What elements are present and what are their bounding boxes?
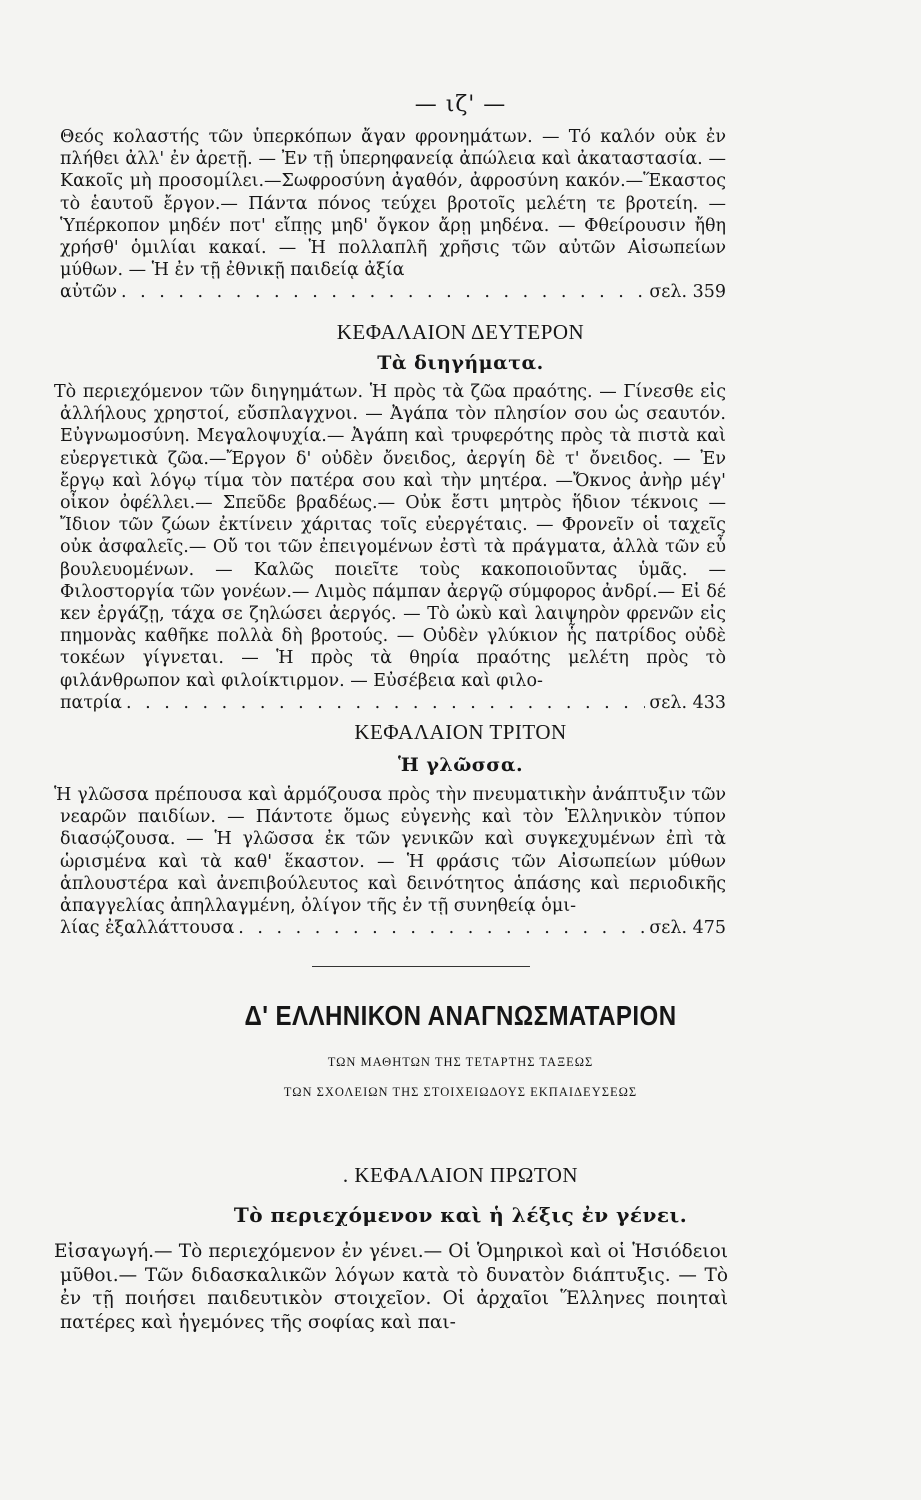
- book-subtitle-line-2: ΤΩΝ ΣΧΟΛΕΙΩΝ ΤΗΣ ΣΤΟΙΧΕΙΩΔΟΥΣ ΕΚΠΑΙΔΕΥΣΕΩΣ: [283, 1085, 638, 1099]
- toc-entry-third: [54, 784, 726, 939]
- chapter-subtitle-third: Ἡ γλῶσσα.: [397, 754, 524, 776]
- book-subtitle-line-1: ΤΩΝ ΜΑΘΗΤΩΝ ΤΗΣ ΤΕΤΑΡΤΗΣ ΤΑΞΕΩΣ: [327, 1055, 594, 1069]
- toc-entry-first: [54, 1240, 728, 1334]
- toc-paragraph: Θεός κολαστής τῶν ὑπερκόπων ἄγαν φρονημάτων. — Τό καλόν οὐκ ἐν πλήθει ἀλλ' ἐν ἀρετῇ. — Ἐν τῇ ὑπερηφανείᾳ ἀπώλεια καὶ ἀκαταστασία. — Κακοῖς μὴ προσομίλει.—Σωφροσύνη ἀγαθόν, ἀφροσύνη κακόν.—Ἕκαστος τὸ ἑαυτοῦ ἔργον.— Πάντα πόνος τεύχει βροτοῖς μελέτη τε βροτείη. — Ὑπέρκοπον μηδέν ποτ' εἴπῃς μηδ' ὄγκον ἄρῃ μηδένα. — Φθείρουσιν ἤθη χρήσθ' ὁμιλίαι κακαί. — Ἡ πολλαπλῆ χρῆσις τῶν αὐτῶν Αἰσωπείων μύθων. — Ἡ ἐν τῇ ἐθνικῇ παιδείᾳ ἀξία: [60, 127, 726, 281]
- chapter-heading-second: ΚΕΦΑΛΑΙΟΝ ΔΕΥΤΕΡΟΝ: [336, 320, 585, 344]
- chapter-heading-first: . ΚΕΦΑΛΑΙΟΝ ΠΡΩΤΟΝ: [342, 1163, 579, 1187]
- toc-tail-text: λίας ἐξαλλάττουσα: [60, 918, 235, 939]
- page-reference: σελ. 359: [649, 282, 726, 303]
- dot-leader: [126, 692, 645, 714]
- chapter-subtitle-first: Τὸ περιεχόμενον καὶ ἡ λέξις ἐν γένει.: [233, 1203, 688, 1227]
- toc-entry-line: [60, 917, 726, 939]
- page-number: — ιζ' —: [414, 92, 507, 117]
- toc-paragraph: Τὸ περιεχόμενον τῶν διηγημάτων. Ἡ πρὸς τὰ ζῶα πραότης. — Γίνεσθε εἰς ἀλλήλους χρηστοί, εὔσπλαγχνοι. — Ἀγάπα τὸν πλησίον σου ὡς σεαυτόν. Εὐγνωμοσύνη. Μεγαλοψυχία.— Ἀγάπη καὶ τρυφερότης πρὸς τὰ πιστὰ καὶ εὐεργετικὰ ζῶα.—Ἔργον δ' οὐδὲν ὄνειδος, ἀεργίη δὲ τ' ὄνειδος. — Ἐν ἔργῳ καὶ λόγῳ τίμα τὸν πατέρα σου καὶ τὴν μητέρα. —Ὄκνος ἀνὴρ μέγ' οἶκον ὀφέλλει.— Σπεῦδε βραδέως.— Οὐκ ἔστι μητρὸς ἥδιον τέκνοις —Ἴδιον τῶν ζώων ἐκτίνειν χάριτας τοῖς εὐεργέταις. — Φρονεῖν οἱ ταχεῖς οὐκ ἀσφαλεῖς.— Οὔ τοι τῶν ἐπειγομένων ἐστὶ τὰ πράγματα, ἀλλὰ τῶν εὖ βουλευομένων. — Καλῶς ποιεῖτε τοὺς κακοποιοῦντας ὑμᾶς. — Φιλοστοργία τῶν γονέων.— Λιμὸς πάμπαν ἀεργῷ σύμφορος ἀνδρί.— Εἰ δέ κεν ἐργάζῃ, τάχα σε ζηλώσει ἀεργός. — Τὸ ὠκὺ καὶ λαιψηρὸν φρενῶν εἰς πημονὰς καθῆκε πολλὰ δὴ βροτούς. — Οὐδὲν γλύκιον ἧς πατρίδος οὐδὲ τοκέων γίγνεται. — Ἡ πρὸς τὰ θηρία πραότης μελέτη πρὸς τὸ φιλάνθρωπον καὶ φιλοίκτιρμον. — Εὐσέβεια καὶ φιλο-: [54, 382, 726, 691]
- toc-entry-intro: [60, 126, 726, 303]
- page-reference: σελ. 433: [649, 692, 726, 713]
- toc-paragraph: Εἰσαγωγή.— Τὸ περιεχόμενον ἐν γένει.— Οἱ Ὁμηρικοὶ καὶ οἱ Ἡσιόδειοι μῦθοι.— Τῶν διδασκαλικῶν λόγων κατὰ τὸ δυνατὸν διάπτυξις. — Τὸ ἐν τῇ ποιήσει παιδευτικὸν στοιχεῖον. Οἱ ἀρχαῖοι Ἕλληνες ποιηταὶ πατέρες καὶ ἡγεμόνες τῆς σοφίας καὶ παι-: [54, 1241, 728, 1333]
- toc-tail-text: πατρία: [60, 692, 122, 713]
- page-reference: σελ. 475: [649, 918, 726, 939]
- chapter-heading-third: ΚΕΦΑΛΑΙΟΝ ΤΡΙΤΟΝ: [354, 720, 567, 744]
- toc-entry-second: [54, 381, 726, 714]
- toc-entry-line: [60, 692, 726, 714]
- dot-leader: [238, 917, 645, 939]
- chapter-subtitle-second: Τὰ διηγήματα.: [377, 352, 544, 374]
- toc-paragraph: Ἡ γλῶσσα πρέπουσα καὶ ἁρμόζουσα πρὸς τὴν πνευματικὴν ἀνάπτυξιν τῶν νεαρῶν παιδίων. — Πάντοτε ὅμως εὐγενὴς καὶ τὸν Ἑλληνικὸν τύπον διασῴζουσα. — Ἡ γλῶσσα ἐκ τῶν γενικῶν καὶ συγκεχυμένων ἐπὶ τὰ ὡρισμένα καὶ τὰ καθ' ἕκαστον. — Ἡ φράσις τῶν Αἰσωπείων μύθων ἁπλουστέρα καὶ ἀνεπιβούλευτος καὶ δεινότητος ἁπάσης καὶ περιοδικῆς ἀπαγγελίας ἀπηλλαγμένη, ὀλίγον τῆς ἐν τῇ συνηθείᾳ ὁμι-: [54, 785, 726, 917]
- dot-leader: [121, 281, 645, 303]
- toc-tail-text: αὐτῶν: [60, 282, 118, 303]
- toc-entry-line: [60, 281, 726, 303]
- book-title: Δ' ΕΛΛΗΝΙΚΟΝ ΑΝΑΓΝΩΣΜΑΤΑΡΙΟΝ: [244, 1000, 677, 1031]
- section-divider: [312, 966, 530, 967]
